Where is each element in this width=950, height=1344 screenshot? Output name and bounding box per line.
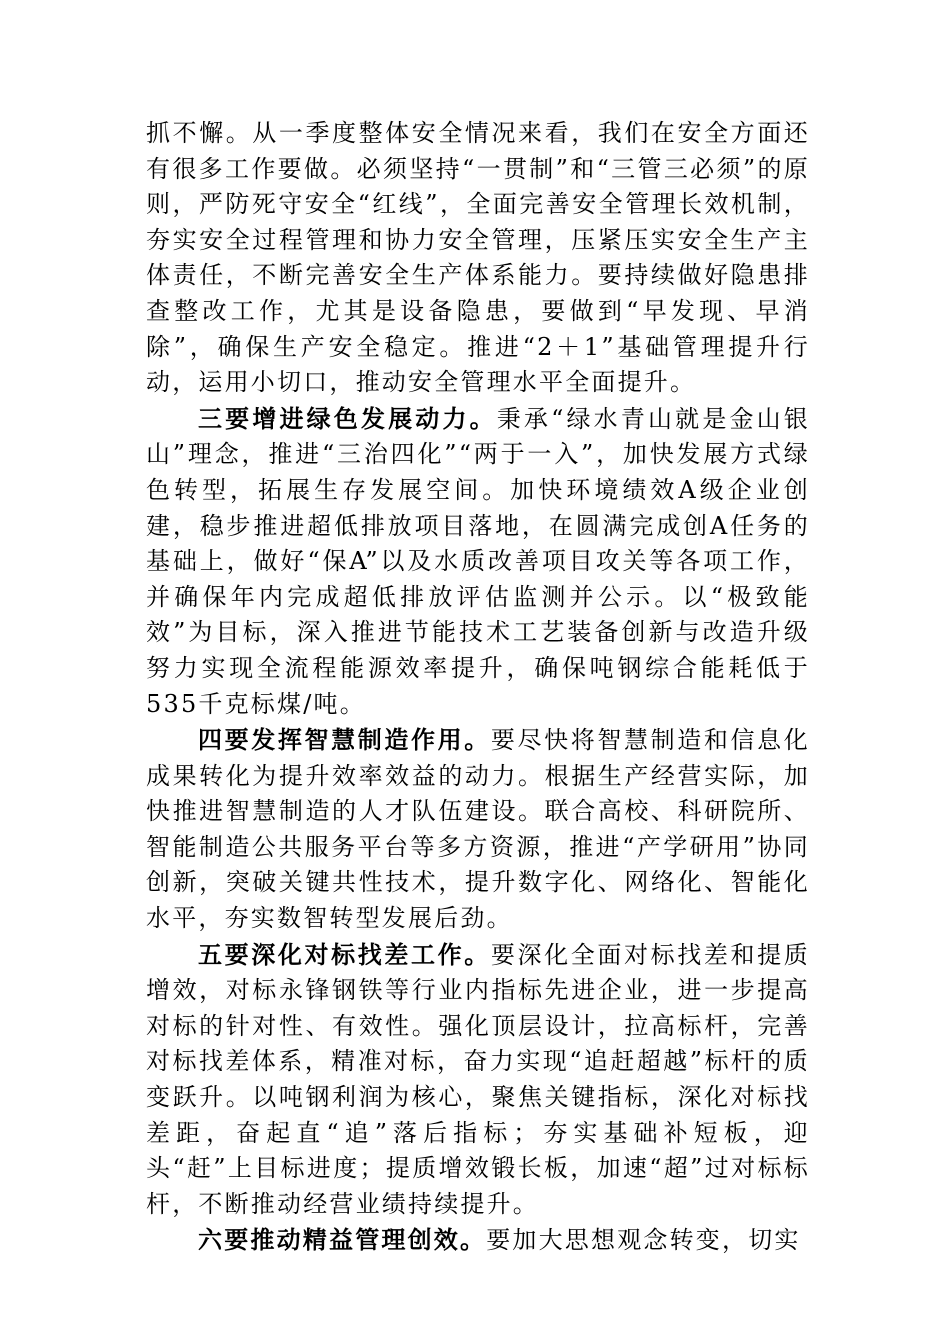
paragraph-heading: 三要增进绿色发展动力。 (198, 403, 497, 433)
paragraph-body: 要尽快将智慧制造和信息化成果转化为提升效率效益的动力。根据生产经营实际，加快推进智慧制造的人才队伍建设。联合高校、科研院所、智能制造公共服务平台等多方资源，推进“产学研用”协同创新，突破关键共性技术，提升数字化、网络化、智能化水平，夯实数智转型发展后劲。 (146, 726, 811, 933)
paragraph-green-development (146, 401, 810, 722)
paragraph-body: 抓不懈。从一季度整体安全情况来看，我们在安全方面还有很多工作要做。必须坚持“一贯制”和“三管三必须”的原则，严防死守安全“红线”，全面完善安全管理长效机制，夯实安全过程管理和协力安全管理，压紧压实安全生产主体责任，不断完善安全生产体系能力。要持续做好隐患排查整改工作，尤其是设备隐患，要做到“早发现、早消除”，确保生产安全稳定。推进“2＋1”基础管理提升行动，运用小切口，推动安全管理水平全面提升。 (146, 119, 810, 397)
paragraph-body: 要深化全面对标找差和提质增效，对标永锋钢铁等行业内指标先进企业，进一步提高对标的针对性、有效性。强化顶层设计，拉高标杆，完善对标找差体系，精准对标，奋力实现“追赶超越”标杆的质变跃升。以吨钢利润为核心，聚焦关键指标，深化对标找差距，奋起直“追”落后指标；夯实基础补短板，迎头“赶”上目标进度；提质增效锻长板，加速“超”过对标标杆，不断推动经营业绩持续提升。 (146, 940, 811, 1218)
paragraph-smart-manufacturing (146, 722, 810, 937)
paragraph-benchmarking (146, 937, 810, 1223)
paragraph-safety-continued (146, 116, 810, 401)
paragraph-heading: 五要深化对标找差工作。 (198, 939, 491, 969)
paragraph-body: 秉承“绿水青山就是金山银山”理念，推进“三治四化”“两于一入”，加快发展方式绿色转型，拓展生存发展空间。加快环境绩效A级企业创建，稳步推进超低排放项目落地，在圆满完成创A任务的基础上，做好“保A”以及水质改善项目攻关等各项工作，并确保年内完成超低排放评估监测并公示。以“极致能效”为目标，深入推进节能技术工艺装备创新与改造升级努力实现全流程能源效率提升，确保吨钢综合能耗低于535千克标煤/吨。 (146, 404, 810, 718)
paragraph-heading: 六要推动精益管理创效。 (198, 1225, 487, 1255)
paragraph-body: 要加大思想观念转变，切实 (486, 1226, 801, 1255)
paragraph-heading: 四要发挥智慧制造作用。 (198, 725, 491, 755)
paragraph-lean-management (146, 1222, 810, 1259)
